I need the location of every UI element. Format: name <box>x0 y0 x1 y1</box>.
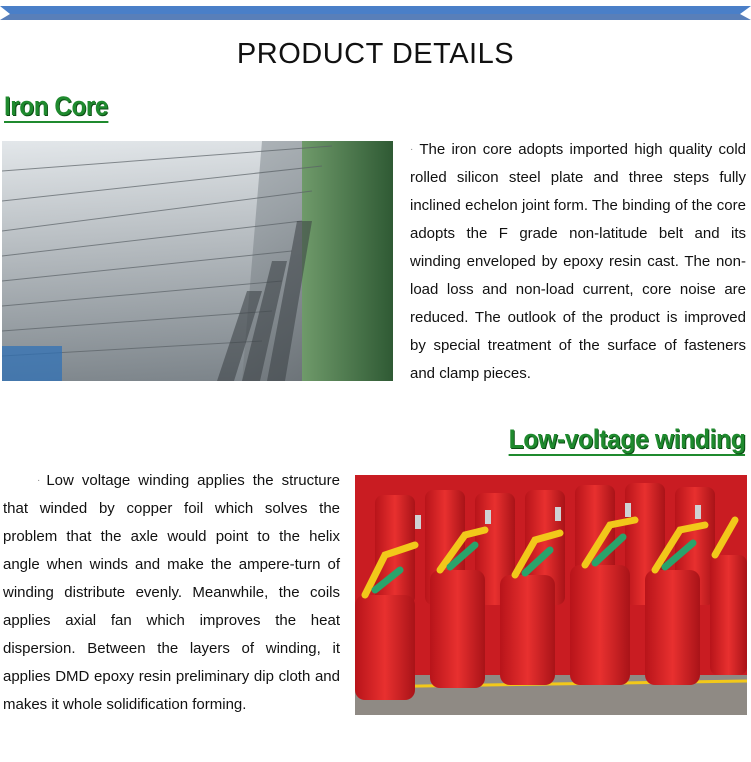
iron-core-photo <box>2 141 393 381</box>
low-voltage-winding-photo <box>355 475 747 715</box>
bullet-icon: · <box>410 144 414 155</box>
page-title: PRODUCT DETAILS <box>236 38 515 70</box>
low-voltage-winding-text: Low voltage winding applies the structure that winded by copper foil which solves the problem that the axle would point to the helix angle when winds and make the ampere-turn of winding distribute evenly. Meanwhile, the coils applies axial fan which improves the heat dispersion. Between the layers of winding, it applies DMD epoxy resin preliminary dip cloth and makes it whole solidification forming. <box>3 472 340 713</box>
bullet-icon: · <box>37 475 41 486</box>
low-voltage-winding-description <box>3 467 340 719</box>
iron-core-description <box>410 136 746 388</box>
section-heading-low-voltage-winding: Low-voltage winding <box>508 424 745 454</box>
section-heading-iron-core: Iron Core <box>4 91 108 121</box>
top-banner-band <box>0 0 751 22</box>
iron-core-text: The iron core adopts imported high quality cold rolled silicon steel plate and three steps fully inclined echelon joint form. The binding of the core adopts the F grade non-latitude belt and its winding enveloped by epoxy resin cast. The non-load loss and non-load current, core noise are reduced. The outlook of the product is improved by special treatment of the surface of fasteners and clamp pieces. <box>410 141 746 382</box>
